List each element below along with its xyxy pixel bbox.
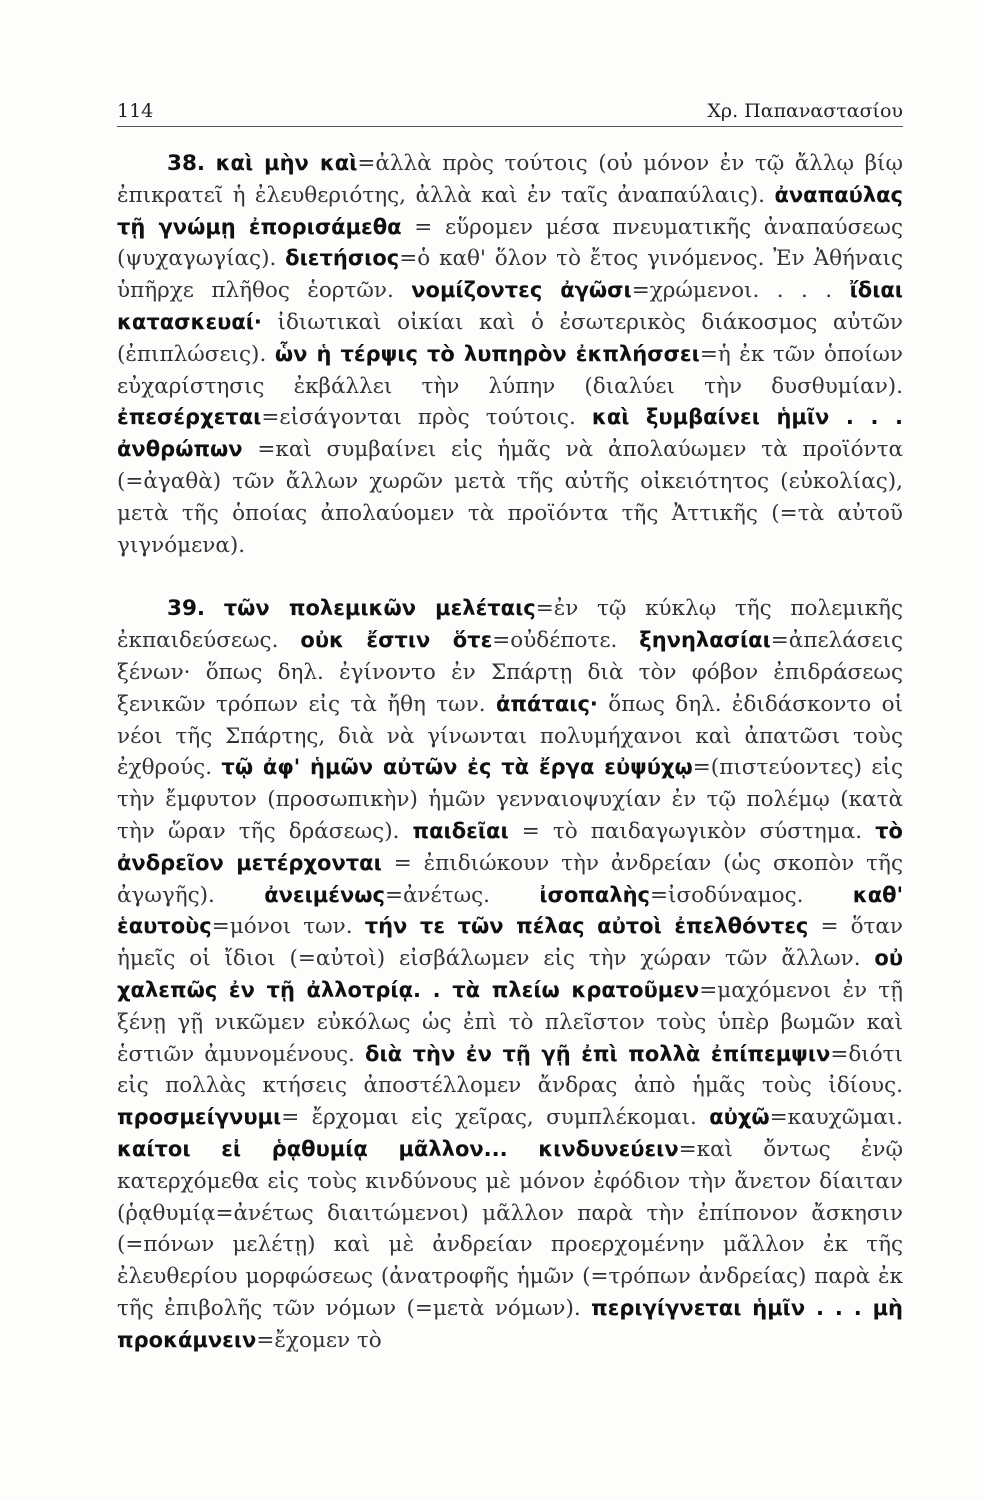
- lemma-term: ἰσοπαλὴς: [539, 882, 651, 907]
- lemma-term: νομίζοντες ἀγῶσι: [411, 278, 632, 303]
- lemma-term: ὧν ἡ τέρψις τὸ λυπηρὸν ἐκπλήσσει: [274, 341, 700, 366]
- paragraph-text: [117, 596, 903, 1352]
- section-number: 38.: [167, 151, 206, 176]
- lemma-term: διὰ τὴν ἐν τῇ γῇ ἐπὶ πολλὰ ἐπίπεμψιν: [365, 1041, 831, 1066]
- lemma-term: ἀπάταις·: [495, 691, 598, 716]
- lemma-term: ἴδιαι κατασκευαί·: [117, 278, 903, 334]
- lemma-term: καθ' ἑαυτοὺς: [117, 882, 903, 939]
- gloss-text: =καὶ συμβαίνει εἰς ἡμᾶς νὰ ἀπολαύωμεν τὰ προϊόντα (=ἀγαθὰ) τῶν ἄλλων χωρῶν μετὰ τῆς αὐτῆς οἰκειότητος (εὐκολίας), μετὰ τῆς ὁποίας ἀπολαύομεν τὰ προϊόντα τῆς Ἀττικῆς (=τὰ αὐτοῦ γιγνόμενα).: [117, 437, 903, 558]
- gloss-text: = εὕρομεν μέσα πνευματικῆς ἀναπαύσεως (ψυχαγωγίας).: [117, 214, 903, 272]
- gloss-text: = τὸ παιδαγωγικὸν σύστημα.: [508, 818, 876, 844]
- lemma-term: τήν τε τῶν πέλας αὐτοὶ ἐπελθόντες: [364, 914, 809, 939]
- section-number: 39.: [167, 596, 206, 622]
- lemma-term: ἀνειμένως: [264, 882, 385, 907]
- commentary-paragraph-38: [117, 148, 903, 561]
- gloss-text: =καὶ ὄντως ἐνῷ κατερχόμεθα εἰς τοὺς κινδύνους μὲ μόνον ἐφόδιον τὴν ἄνετον δίαιταν (ῥᾳθυμίᾳ=ἀνέτως διαιτώμενοι) μᾶλλον παρὰ τὴν ἐπίπονον ἄσκησιν (=πόνων μελέτῃ) καὶ μὲ ἀνδρείαν προερχομένην μᾶλλον ἐκ τῆς ἐλευθερίου μορφώσεως (ἀνατροφῆς ἡμῶν (=τρόπων ἀνδρείας) παρὰ ἐκ τῆς ἐπιβολῆς τῶν νόμων (=μετὰ νόμων).: [117, 1136, 903, 1321]
- lemma-term: καὶ μὴν καὶ: [215, 151, 358, 175]
- commentary-paragraph-39: [117, 593, 903, 1356]
- gloss-text: =εἰσάγονται πρὸς τούτοις.: [261, 405, 592, 431]
- gloss-text: =ἰσοδύναμος.: [650, 882, 853, 908]
- lemma-term: τὸ ἀνδρεῖον μετέρχονται: [117, 818, 903, 875]
- gloss-text: =ἀπελάσεις ξένων· ὅπως δηλ. ἐγίνοντο ἐν Σπάρτῃ διὰ τὸν φόβον ἐπιδράσεως ξενικῶν τρόπων εἰς τὰ ἤθη των.: [117, 628, 904, 717]
- gloss-text: = ὅταν ἡμεῖς οἱ ἴδιοι (=αὐτοὶ) εἰσβάλωμεν εἰς τὴν χώραν τῶν ἄλλων.: [117, 914, 904, 972]
- lemma-term: αὐχῶ: [709, 1105, 770, 1130]
- lemma-term: ἀναπαύλας τῇ γνώμῃ ἐπορισάμεθα: [117, 182, 903, 239]
- gloss-text: =ἀνέτως.: [384, 882, 540, 908]
- gloss-text: ὅπως δηλ. ἐδιδάσκοντο οἱ νέοι τῆς Σπάρτης, διὰ νὰ γίνωνται πολυμήχανοι καὶ ἀπατῶσι τοὺς ἐχθρούς.: [117, 691, 903, 781]
- gloss-text: =ἡ ἐκ τῶν ὁποίων εὐχαρίστησις ἐκβάλλει τὴν λύπην (διαλύει τὴν δυσθυμίαν).: [117, 341, 903, 399]
- gloss-text: =οὐδέποτε.: [492, 628, 640, 654]
- page-number: 114: [117, 100, 154, 122]
- gloss-text: ἰδιωτικαὶ οἰκίαι καὶ ὁ ἐσωτερικὸς διάκοσμος αὐτῶν (ἐπιπλώσεις).: [117, 309, 903, 367]
- lemma-term: καὶ ξυμβαίνει ἡμῖν . . . ἀνθρώπων: [117, 405, 903, 462]
- lemma-term: τῶν πολεμικῶν μελέταις: [223, 596, 536, 621]
- gloss-text: =(πιστεύοντες) εἰς τὴν ἔμφυτον (προσωπικὴν) ἡμῶν γενναιοψυχίαν ἐν τῷ πολέμῳ (κατὰ τὴν ὥραν τῆς δράσεως).: [117, 755, 903, 844]
- gloss-text: = ἔρχομαι εἰς χεῖρας, συμπλέκομαι.: [281, 1105, 710, 1131]
- header-rule: [117, 126, 903, 127]
- gloss-text: =μαχόμενοι ἐν τῇ ξένῃ γῇ νικῶμεν εὐκόλως ὡς ἐπὶ τὸ πλεῖστον τοὺς ὑπὲρ βωμῶν καὶ ἑστιῶν ἀμυνομένους.: [117, 977, 904, 1067]
- lemma-term: οὐ χαλεπῶς ἐν τῇ ἀλλοτρίᾳ. . τὰ πλείω κρατοῦμεν: [117, 946, 903, 1002]
- commentary-body: [117, 148, 903, 1356]
- lemma-term: ξηνηλασίαι: [639, 628, 771, 653]
- lemma-term: καίτοι εἰ ῥᾳθυμίᾳ μᾶλλον... κινδυνεύειν: [117, 1136, 679, 1161]
- gloss-text: = ἐπιδιώκουν τὴν ἀνδρείαν (ὡς σκοπὸν τῆς ἀγωγῆς).: [117, 850, 903, 908]
- lemma-term: παιδεῖαι: [412, 818, 509, 843]
- gloss-text: =ἔχομεν τὸ: [256, 1327, 382, 1353]
- lemma-term: οὐκ ἔστιν ὅτε: [300, 628, 493, 653]
- gloss-text: =διότι εἰς πολλὰς κτήσεις ἀποστέλλομεν ἄνδρας ἀπὸ ἡμᾶς τοὺς ἰδίους.: [117, 1041, 903, 1099]
- running-title: Χρ. Παπαναστασίου: [707, 100, 903, 122]
- paragraph-text: [117, 151, 903, 558]
- gloss-text: =μόνοι των.: [211, 914, 365, 940]
- gloss-text: =ὁ καθ' ὅλον τὸ ἔτος γινόμενος. Ἐν Ἀθήναις ὑπῆρχε πλῆθος ἑορτῶν.: [117, 246, 903, 304]
- gloss-text: =χρώμενοι. . . .: [631, 278, 850, 304]
- lemma-term: τῷ ἀφ' ἡμῶν αὐτῶν ἐς τὰ ἔργα εὐψύχῳ: [221, 755, 693, 780]
- gloss-text: =καυχῶμαι.: [769, 1105, 903, 1131]
- gloss-text: =ἀλλὰ πρὸς τούτοις (οὐ μόνον ἐν τῷ ἄλλῳ βίῳ ἐπικρατεῖ ἡ ἐλευθεριότης, ἀλλὰ καὶ ἐν ταῖς ἀναπαύλαις).: [117, 151, 903, 208]
- lemma-term: διετήσιος: [285, 246, 400, 271]
- lemma-term: περιγίγνεται ἡμῖν . . . μὴ προκάμνειν: [117, 1295, 904, 1352]
- lemma-term: ἐπεσέρχεται: [117, 405, 262, 430]
- gloss-text: =ἐν τῷ κύκλῳ τῆς πολεμικῆς ἐκπαιδεύσεως.: [117, 596, 903, 654]
- lemma-term: προσμείγνυμι: [117, 1105, 282, 1130]
